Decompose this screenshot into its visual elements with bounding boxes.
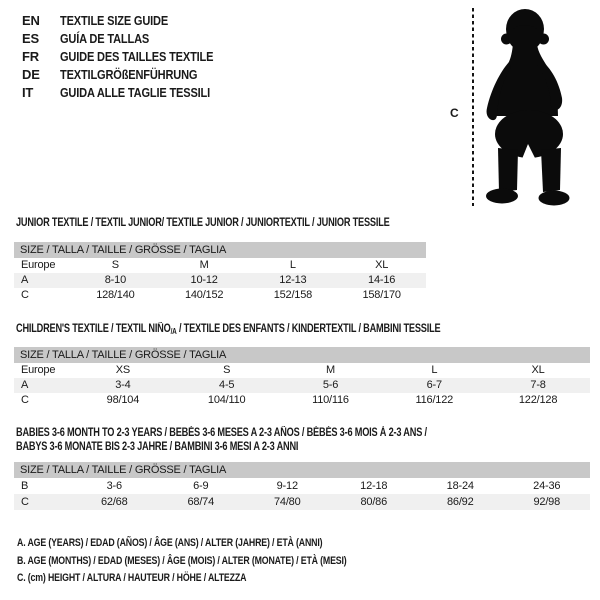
size-table-header: SIZE / TALLA / TAILLE / GRÖSSE / TAGLIA — [14, 347, 590, 363]
table-cell: 122/128 — [518, 394, 558, 406]
table-cell: 18-24 — [446, 480, 474, 492]
heading-subscript: /A — [170, 327, 177, 336]
table-cell: XS — [115, 364, 131, 376]
heading-line: BABIES 3-6 MONTH TO 2-3 YEARS / BEBÉS 3-6 MESES A 2-3 AÑOS / BÉBÉS 3-6 MOIS À 2-3 ANS / — [16, 427, 427, 439]
table-row — [14, 273, 426, 288]
list-item — [22, 12, 240, 30]
table-cell: 8-10 — [104, 274, 126, 286]
table-row — [14, 494, 590, 510]
babies-section-heading — [16, 426, 427, 454]
row-label: B — [21, 480, 29, 492]
table-cell: 3-4 — [115, 379, 131, 391]
guide-title: TEXTILGRÖßENFÜHRUNG — [60, 67, 198, 82]
table-row — [14, 378, 590, 393]
row-label: A — [21, 379, 29, 391]
table-cell: 140/152 — [184, 289, 224, 301]
table-cell: 116/122 — [415, 394, 454, 406]
table-row — [14, 478, 590, 494]
table-cell: 62/68 — [100, 496, 128, 508]
table-cell: 6-9 — [193, 480, 209, 492]
table-cell: 74/80 — [273, 496, 301, 508]
table-cell: 12-13 — [279, 274, 307, 286]
height-measure-dashed-line — [472, 8, 474, 206]
table-cell: 12-18 — [360, 480, 388, 492]
row-label: Europe — [21, 364, 56, 376]
table-cell: L — [431, 364, 438, 376]
table-row — [14, 393, 590, 408]
table-cell: S — [223, 364, 231, 376]
table-cell: 24-36 — [533, 480, 561, 492]
list-item — [22, 66, 240, 84]
table-cell: 86/92 — [446, 496, 474, 508]
table-cell: 5-6 — [322, 379, 339, 391]
table-cell: M — [326, 364, 335, 376]
note-age-years: A. AGE (YEARS) / EDAD (AÑOS) / ÂGE (ANS) / ALTER (JAHRE) / ETÀ (ANNI) — [17, 537, 323, 549]
language-code: IT — [22, 85, 34, 100]
table-row — [14, 363, 590, 378]
guide-title: GUÍA DE TALLAS — [60, 31, 150, 46]
table-cell: 4-5 — [219, 379, 235, 391]
children-size-table — [14, 347, 590, 408]
heading-line: BABYS 3-6 MONATE BIS 2-3 JAHRE / BAMBINI 3-6 MESI A 2-3 ANNI — [16, 441, 299, 453]
language-code: EN — [22, 13, 40, 28]
row-label: C — [21, 289, 29, 301]
note-age-months: B. AGE (MONTHS) / EDAD (MESES) / ÂGE (MOIS) / ALTER (MONATE) / ETÀ (MESI) — [17, 554, 347, 567]
row-label: Europe — [21, 259, 56, 271]
table-cell: 104/110 — [207, 394, 246, 406]
table-row — [14, 288, 426, 303]
babies-size-table — [14, 462, 590, 510]
junior-size-table — [14, 242, 426, 303]
table-cell: 7-8 — [530, 379, 546, 391]
table-cell: L — [289, 259, 296, 271]
table-cell: 110/116 — [312, 394, 349, 406]
table-cell: 14-16 — [368, 274, 396, 286]
table-cell: 6-7 — [426, 379, 442, 391]
guide-title: GUIDE DES TAILLES TEXTILE — [60, 49, 214, 64]
table-cell: 158/170 — [362, 289, 401, 301]
table-cell: 3-6 — [106, 480, 122, 492]
table-cell: 68/74 — [187, 496, 215, 508]
baby-silhouette-icon — [483, 8, 573, 208]
row-label: C — [21, 496, 29, 508]
row-label: A — [21, 274, 29, 286]
heading-text: / TEXTILE DES ENFANTS / KINDERTEXTIL / BAMBINI TESSILE — [176, 323, 441, 335]
table-cell: 98/104 — [106, 394, 140, 406]
table-cell: 80/86 — [360, 496, 388, 508]
language-title-list — [22, 12, 240, 102]
language-code: ES — [22, 31, 39, 46]
size-table-header: SIZE / TALLA / TAILLE / GRÖSSE / TAGLIA — [14, 462, 590, 478]
height-measure-label: C — [450, 106, 459, 120]
language-code: DE — [22, 67, 40, 82]
note-height-cm: C. (cm) HEIGHT / ALTURA / HAUTEUR / HÖHE / ALTEZZA — [17, 572, 247, 584]
junior-section-heading: JUNIOR TEXTILE / TEXTIL JUNIOR/ TEXTILE JUNIOR / JUNIORTEXTIL / JUNIOR TESSILE — [16, 217, 390, 229]
list-item — [22, 48, 240, 66]
table-cell: 128/140 — [96, 289, 135, 301]
table-cell: 152/158 — [273, 289, 313, 301]
table-row — [14, 258, 426, 273]
table-cell: 92/98 — [533, 496, 561, 508]
table-cell: S — [111, 259, 119, 271]
table-cell: 9-12 — [276, 480, 298, 492]
table-cell: XL — [375, 259, 389, 271]
language-code: FR — [22, 49, 39, 64]
table-cell: 10-12 — [190, 274, 218, 286]
size-table-header: SIZE / TALLA / TAILLE / GRÖSSE / TAGLIA — [14, 242, 426, 258]
list-item — [22, 84, 240, 102]
guide-title: GUIDA ALLE TAGLIE TESSILI — [60, 85, 211, 100]
list-item — [22, 30, 240, 48]
footnotes — [17, 535, 429, 588]
table-cell: M — [199, 259, 209, 271]
children-section-heading — [16, 322, 440, 339]
table-cell: XL — [531, 364, 545, 376]
row-label: C — [21, 394, 29, 406]
guide-title: TEXTILE SIZE GUIDE — [60, 13, 169, 28]
heading-text: CHILDREN'S TEXTILE / TEXTIL NIÑO — [16, 323, 171, 335]
